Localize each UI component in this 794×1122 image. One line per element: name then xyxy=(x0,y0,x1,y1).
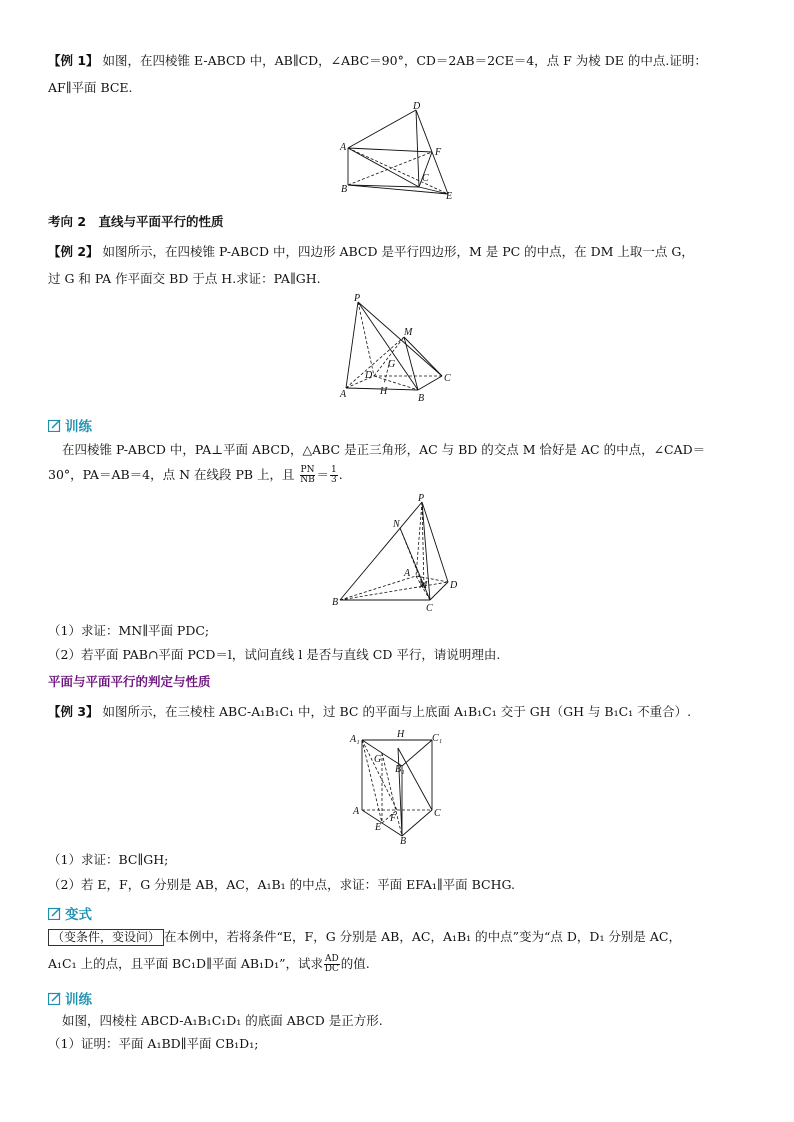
fraction-AD-DC xyxy=(324,955,340,974)
example1-tag: 【例 1】 xyxy=(48,53,99,68)
variant-text-a: A₁C₁ 上的点，且平面 BC₁D∥平面 AB₁D₁”，试求 xyxy=(48,956,323,971)
fraction-PN-NB xyxy=(300,466,316,485)
label-B: B xyxy=(332,597,339,608)
example1-text-line1 xyxy=(48,52,748,70)
label-A: A xyxy=(404,568,411,579)
example3-question2: （2）若 E，F，G 分别是 AB，AC，A₁B₁ 的中点，求证：平面 EFA₁∥平面 BCHG. xyxy=(48,877,516,892)
label-C: C xyxy=(422,173,429,184)
example2-statement-cont: 过 G 和 PA 作平面交 BD 于点 H.求证：PA∥GH. xyxy=(48,271,321,286)
variant-statement: 在本例中，若将条件“E，F，G 分别是 AB，AC，A₁B₁ 的中点”变为“点 D，D₁ 分别是 AC， xyxy=(164,929,681,944)
frac2-numerator: 1 xyxy=(330,465,337,475)
training2-statement: 如图，四棱柱 ABCD-A₁B₁C₁D₁ 的底面 ABCD 是正方形. xyxy=(62,1013,383,1028)
pencil-note-icon xyxy=(48,992,61,1005)
label-G: G xyxy=(374,754,382,765)
label-A: A xyxy=(353,806,360,817)
label-D: D xyxy=(365,370,373,381)
variant-text-b: 的值. xyxy=(340,956,370,971)
label-M: M xyxy=(404,327,413,338)
training1-statement: 在四棱锥 P-ABCD 中，PA⊥平面 ABCD，△ABC 是正三角形，AC 与 BD 的交点 M 恰好是 AC 的中点，∠CAD＝ xyxy=(62,442,706,457)
frac2-denominator: 3 xyxy=(330,475,337,485)
training1-text-a: 30°，PA＝AB＝4，点 N 在线段 PB 上，且 xyxy=(48,467,295,482)
training-title: 训练 xyxy=(65,419,92,435)
example1-statement: 如图，在四棱锥 E-ABCD 中，AB∥CD，∠ABC＝90°，CD＝2AB＝2CE＝4，点 F 为棱 DE 的中点.证明： xyxy=(102,53,707,68)
training1-question2: （2）若平面 PAB∩平面 PCD＝l，试问直线 l 是否与直线 CD 平行，请说明理由. xyxy=(48,647,501,662)
figure-prism-ABC xyxy=(348,726,452,848)
label-P: P xyxy=(354,293,361,304)
training1-statement-cont xyxy=(48,466,748,485)
label-H: H xyxy=(397,729,405,740)
label-E: E xyxy=(375,822,382,833)
frac-denominator: DC xyxy=(324,964,339,974)
label-B: B xyxy=(418,393,425,404)
figure-pyramid-PABCD xyxy=(338,292,458,404)
pencil-note-icon xyxy=(48,419,61,432)
training1-equals: ＝ xyxy=(316,467,329,482)
variant-text-line1 xyxy=(48,928,748,946)
example3-statement: 如图所示，在三棱柱 ABC-A₁B₁C₁ 中，过 BC 的平面与上底面 A₁B₁C₁ 交于 GH（GH 与 B₁C₁ 不重合）. xyxy=(102,704,692,719)
label-C: C xyxy=(444,373,451,384)
label-P: P xyxy=(418,493,425,504)
training-heading-1 xyxy=(48,415,92,435)
label-C: C xyxy=(434,808,441,819)
label-B: B xyxy=(341,184,348,195)
training1-question1: （1）求证：MN∥平面 PDC; xyxy=(48,623,210,638)
frac-denominator: NB xyxy=(300,475,315,485)
label-A1: A₁ xyxy=(350,734,360,745)
training-title: 训练 xyxy=(65,992,92,1008)
label-D: D xyxy=(413,101,421,112)
label-C: C xyxy=(426,603,433,614)
example2-statement: 如图所示，在四棱锥 P-ABCD 中，四边形 ABCD 是平行四边形，M 是 PC 的中点，在 DM 上取一点 G， xyxy=(102,244,694,259)
training1-period: . xyxy=(338,467,343,482)
section-heading-2: 考向 2 直线与平面平行的性质 xyxy=(48,214,224,229)
label-B1: B₁ xyxy=(395,764,405,775)
example2-text-line1 xyxy=(48,243,748,261)
label-H: H xyxy=(380,386,388,397)
variant-title: 变式 xyxy=(65,907,92,923)
label-G: G xyxy=(388,359,396,370)
label-A: A xyxy=(340,142,347,153)
variant-tag-box: （变条件，变设问） xyxy=(48,929,164,946)
section-heading-3: 平面与平面平行的判定与性质 xyxy=(48,674,211,689)
training-heading-2 xyxy=(48,988,92,1008)
example3-tag: 【例 3】 xyxy=(48,704,99,719)
label-A: A xyxy=(340,389,347,400)
fraction-one-third xyxy=(330,466,338,485)
variant-text-line2 xyxy=(48,955,748,974)
variant-heading xyxy=(48,903,92,923)
figure-pyramid-training xyxy=(330,490,465,614)
label-M: M xyxy=(419,580,428,591)
label-D: D xyxy=(450,580,458,591)
example3-text-line1 xyxy=(48,703,748,721)
label-F: F xyxy=(390,813,397,824)
label-F: F xyxy=(435,147,442,158)
example1-statement-cont: AF∥平面 BCE. xyxy=(48,80,133,95)
label-E: E xyxy=(446,191,453,200)
example3-question1: （1）求证：BC∥GH; xyxy=(48,852,169,867)
label-C1: C₁ xyxy=(432,733,443,744)
figure-pyramid-EABCD xyxy=(336,100,466,200)
frac-numerator: PN xyxy=(300,465,315,475)
pencil-note-icon xyxy=(48,907,61,920)
frac-numerator: AD xyxy=(324,954,339,964)
example2-tag: 【例 2】 xyxy=(48,244,99,259)
label-B: B xyxy=(400,836,407,847)
training2-question1: （1）证明：平面 A₁BD∥平面 CB₁D₁; xyxy=(48,1036,259,1051)
label-N: N xyxy=(393,519,400,530)
